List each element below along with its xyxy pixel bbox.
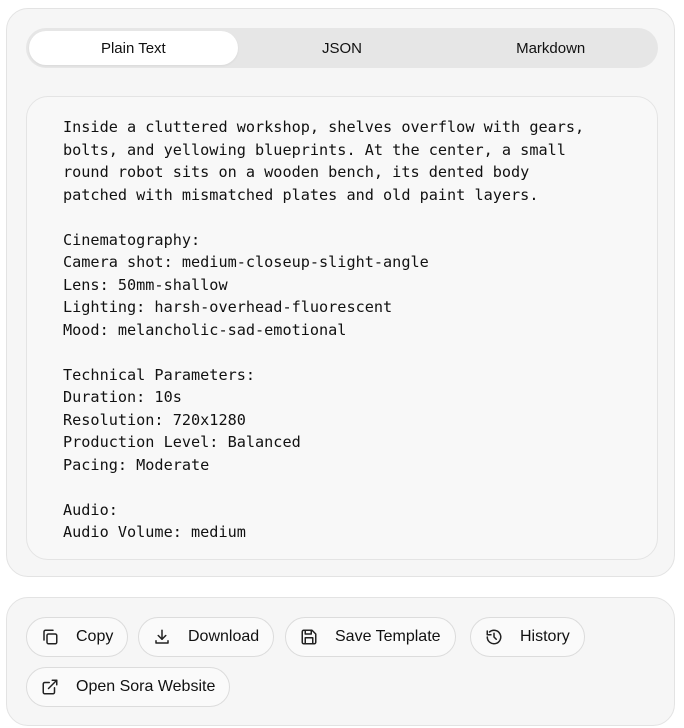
- open-sora-website-button-label: Open Sora Website: [76, 678, 216, 695]
- tab-json[interactable]: JSON: [322, 39, 363, 57]
- external-link-icon: [41, 678, 59, 696]
- save-template-button-label: Save Template: [335, 628, 441, 645]
- prompt-text: Inside a cluttered workshop, shelves overflow with gears, bolts, and yellowing blueprints. At the center, a small round robot sits on a wooden bench, its dented body patched with mismatched plates and old paint layers. Cinematography: Camera shot: medium-closeup-slight-angle Lens: 50mm-shallow Lighting: harsh-overhead-fluorescent Mood: melancholic-sad-emotional Technical Parameters: Duration: 10s Resolution: 720x1280 Production Level: Balanced Pacing: Moderate Audio: Audio Volume: medium: [63, 118, 585, 541]
- actions-panel: [6, 597, 675, 726]
- prompt-output-box[interactable]: [26, 96, 658, 560]
- download-button[interactable]: [138, 617, 274, 657]
- save-template-button[interactable]: [285, 617, 456, 657]
- history-button-label: History: [520, 628, 570, 645]
- download-icon: [153, 628, 171, 646]
- format-tabs: [26, 28, 658, 68]
- open-sora-website-button[interactable]: [26, 667, 230, 707]
- output-panel: [6, 8, 675, 577]
- copy-button-label: Copy: [76, 628, 114, 645]
- history-icon: [485, 628, 503, 646]
- tab-markdown[interactable]: Markdown: [516, 39, 586, 57]
- tab-plain-text[interactable]: Plain Text: [29, 31, 238, 65]
- copy-icon: [41, 628, 59, 646]
- save-icon: [300, 628, 318, 646]
- copy-button[interactable]: [26, 617, 128, 657]
- history-button[interactable]: [470, 617, 585, 657]
- download-button-label: Download: [188, 628, 260, 645]
